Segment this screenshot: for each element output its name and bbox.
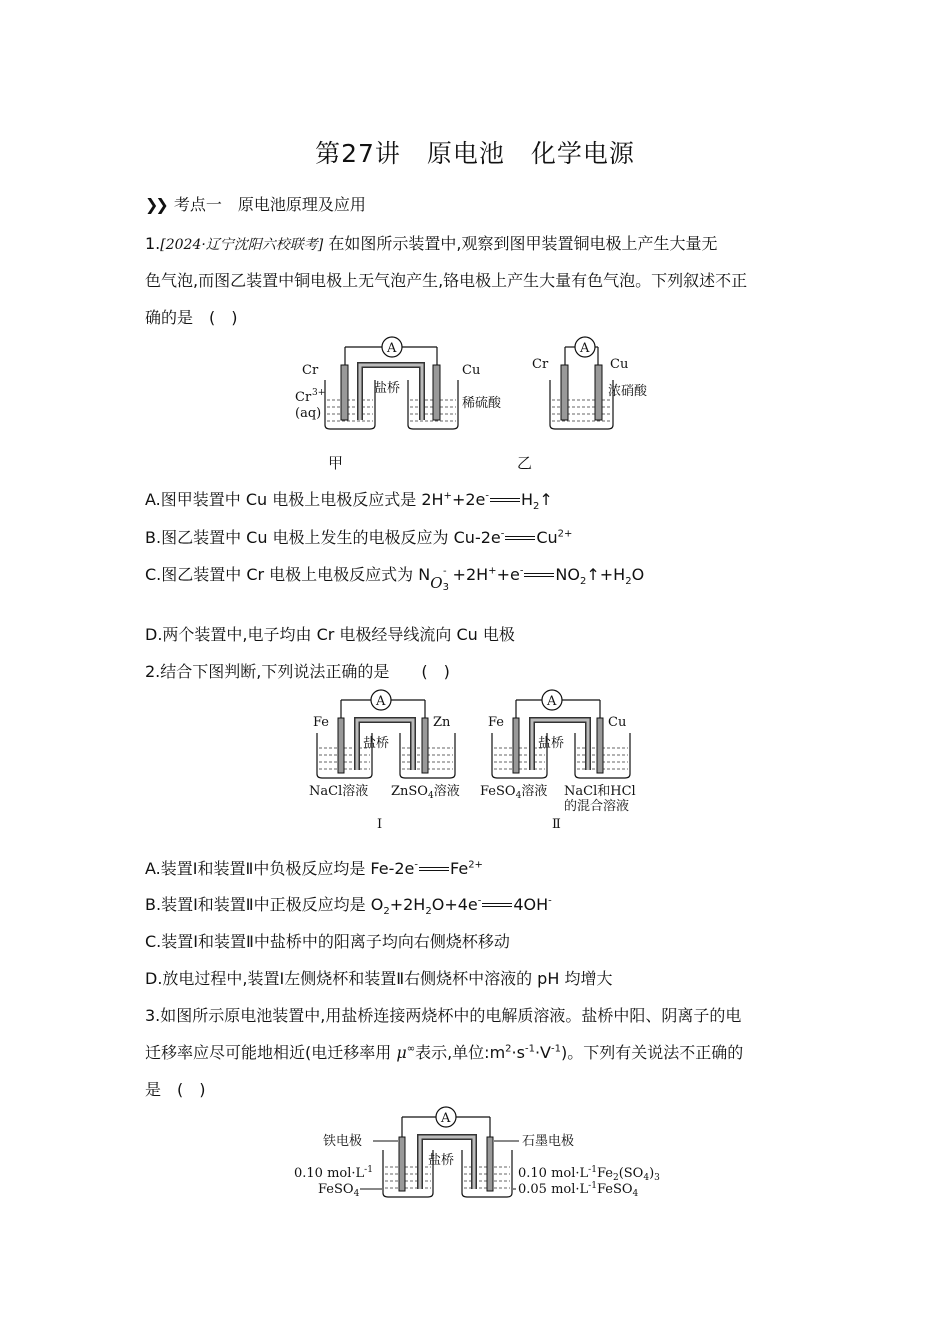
q1-option-c: C.图乙装置中 Cr 电极上电极反应式为 $NO_3^- +2H^++e^-$ $NO_2↑+H_2O$ [145, 565, 645, 594]
svg-text:Cr: Cr [302, 363, 319, 378]
svg-text:0.10 mol·L-1: 0.10 $mol\cdot L^{-1}$ [294, 1165, 373, 1181]
equals-sign [523, 571, 555, 581]
svg-text:铁电极: 铁电极 [323, 1134, 363, 1149]
q3-line2: 迁移率应尽可能地相近(电迁移率用 μ∞表示,单位$:m^2\cdot s^{-1}\cdot V^{-1}$)。下列有关说法不正确的 [145, 1043, 744, 1062]
galvanic-cell-figure-yi [530, 335, 670, 435]
double-chevron-icon: ❯❯ [145, 195, 166, 214]
q2-option-d: D.放电过程中,装置Ⅰ左侧烧杯和装置Ⅱ右侧烧杯中溶液的 pH 均增大 [145, 969, 613, 988]
svg-text:Cr: Cr [532, 357, 549, 372]
svg-text:Zn: Zn [433, 715, 451, 730]
q2-option-c: C.装置Ⅰ和装置Ⅱ中盐桥中的阳离子均向右侧烧杯移动 [145, 932, 510, 951]
svg-text:FeSO4溶液: FeSO$_4$溶液 [480, 784, 548, 801]
svg-text:NaCl和HCl: NaCl和HCl [564, 784, 636, 799]
fe-electrode [338, 718, 344, 773]
q1-option-d: D.两个装置中,电子均由 Cr 电极经导线流向 Cu 电极 [145, 625, 515, 644]
svg-text:A: A [387, 341, 397, 356]
fe-electrode [513, 718, 519, 773]
equals-sign [418, 865, 450, 875]
page-title: 第27讲 原电池 化学电源 [315, 139, 635, 168]
svg-text:浓硝酸: 浓硝酸 [608, 384, 648, 399]
svg-text:0.10 mol·L-1Fe2(SO4)3: 0.10 $mol\cdot L^{-1}Fe_2(SO_4)_3$ [518, 1165, 660, 1183]
svg-text:A: A [376, 694, 386, 709]
q1-line1: 1.[2024·辽宁沈阳六校联考] 在如图所示装置中,观察到图甲装置铜电极上产生大量无 [145, 234, 718, 253]
section-heading [145, 192, 366, 215]
cu-electrode [595, 365, 602, 420]
q3-line1: 3.如图所示原电池装置中,用盐桥连接两烧杯中的电解质溶液。盐桥中阳、阴离子的电 [145, 1006, 742, 1025]
figure-caption-yi: 乙 [517, 454, 533, 472]
q1-option-a: A.图甲装置中 Cu 电极上电极反应式是 2H++2e- $H_2↑$ [145, 490, 553, 513]
svg-text:盐桥: 盐桥 [428, 1153, 455, 1168]
zn-electrode [422, 718, 428, 773]
galvanic-cell-figure-2 [480, 688, 650, 833]
svg-text:Cu: Cu [608, 715, 627, 730]
q1-option-b: B.图乙装置中 Cu 电极上发生的电极反应为 Cu-2e- $Cu^{2+}$ [145, 528, 573, 547]
equals-sign [504, 534, 536, 544]
section-label: 考点一 原电池原理及应用 [173, 195, 366, 214]
svg-text:盐桥: 盐桥 [374, 381, 401, 396]
svg-text:NaCl溶液: NaCl溶液 [309, 784, 369, 799]
iron-electrode [399, 1137, 405, 1191]
cu-electrode [433, 365, 440, 420]
svg-text:0.05 mol·L-1FeSO4: 0.05 $mol\cdot L^{-1}FeSO_4$ [518, 1181, 639, 1199]
q1-line2: 色气泡,而图乙装置中铜电极上无气泡产生,铬电极上产生大量有色气泡。下列叙述不正 [145, 271, 748, 290]
svg-text:(aq): (aq) [295, 406, 322, 421]
svg-text:A: A [580, 341, 590, 356]
svg-text:ZnSO4溶液: ZnSO$_4$溶液 [391, 784, 460, 801]
svg-text:Ⅰ: Ⅰ [377, 817, 383, 832]
equals-sign [489, 496, 521, 506]
galvanic-cell-figure-jia [290, 335, 520, 435]
galvanic-cell-figure-3 [290, 1105, 670, 1205]
cu-electrode [597, 718, 603, 773]
svg-text:Cr: Cr [295, 390, 312, 405]
svg-text:FeSO4: FeSO$_4$ [318, 1182, 360, 1199]
q2-option-a: A.装置Ⅰ和装置Ⅱ中负极反应均是 Fe-2e- $Fe^{2+}$ [145, 859, 483, 878]
svg-text:A: A [441, 1111, 451, 1126]
svg-text:盐桥: 盐桥 [363, 736, 390, 751]
figure-caption-jia: 甲 [328, 454, 344, 472]
svg-text:Cu: Cu [462, 363, 481, 378]
svg-text:A: A [547, 694, 557, 709]
svg-text:Ⅱ: Ⅱ [552, 817, 561, 832]
galvanic-cell-figure-1 [305, 688, 475, 833]
svg-text:稀硫酸: 稀硫酸 [462, 396, 502, 411]
svg-text:Cu: Cu [610, 357, 629, 372]
q1-line3: 确的是 ( ) [145, 308, 238, 327]
cr-electrode [341, 365, 348, 420]
q2-line1: 2.结合下图判断,下列说法正确的是 ( ) [145, 662, 450, 681]
cr-electrode [561, 365, 568, 420]
svg-text:Fe: Fe [488, 715, 505, 730]
equals-sign [481, 901, 513, 911]
svg-text:Fe: Fe [313, 715, 330, 730]
q2-option-b: B.装置Ⅰ和装置Ⅱ中正极反应均是 $O_2+2H_2O+4e^-$ 4OH- [145, 895, 552, 918]
svg-text:的混合溶液: 的混合溶液 [564, 799, 630, 814]
q1-source: [2024·辽宁沈阳六校联考] [160, 237, 324, 253]
svg-text:3+: 3+ [312, 388, 326, 398]
graphite-electrode [487, 1137, 493, 1191]
q3-line3: 是 ( ) [145, 1080, 206, 1099]
svg-text:石墨电极: 石墨电极 [522, 1134, 575, 1149]
svg-text:盐桥: 盐桥 [538, 736, 565, 751]
